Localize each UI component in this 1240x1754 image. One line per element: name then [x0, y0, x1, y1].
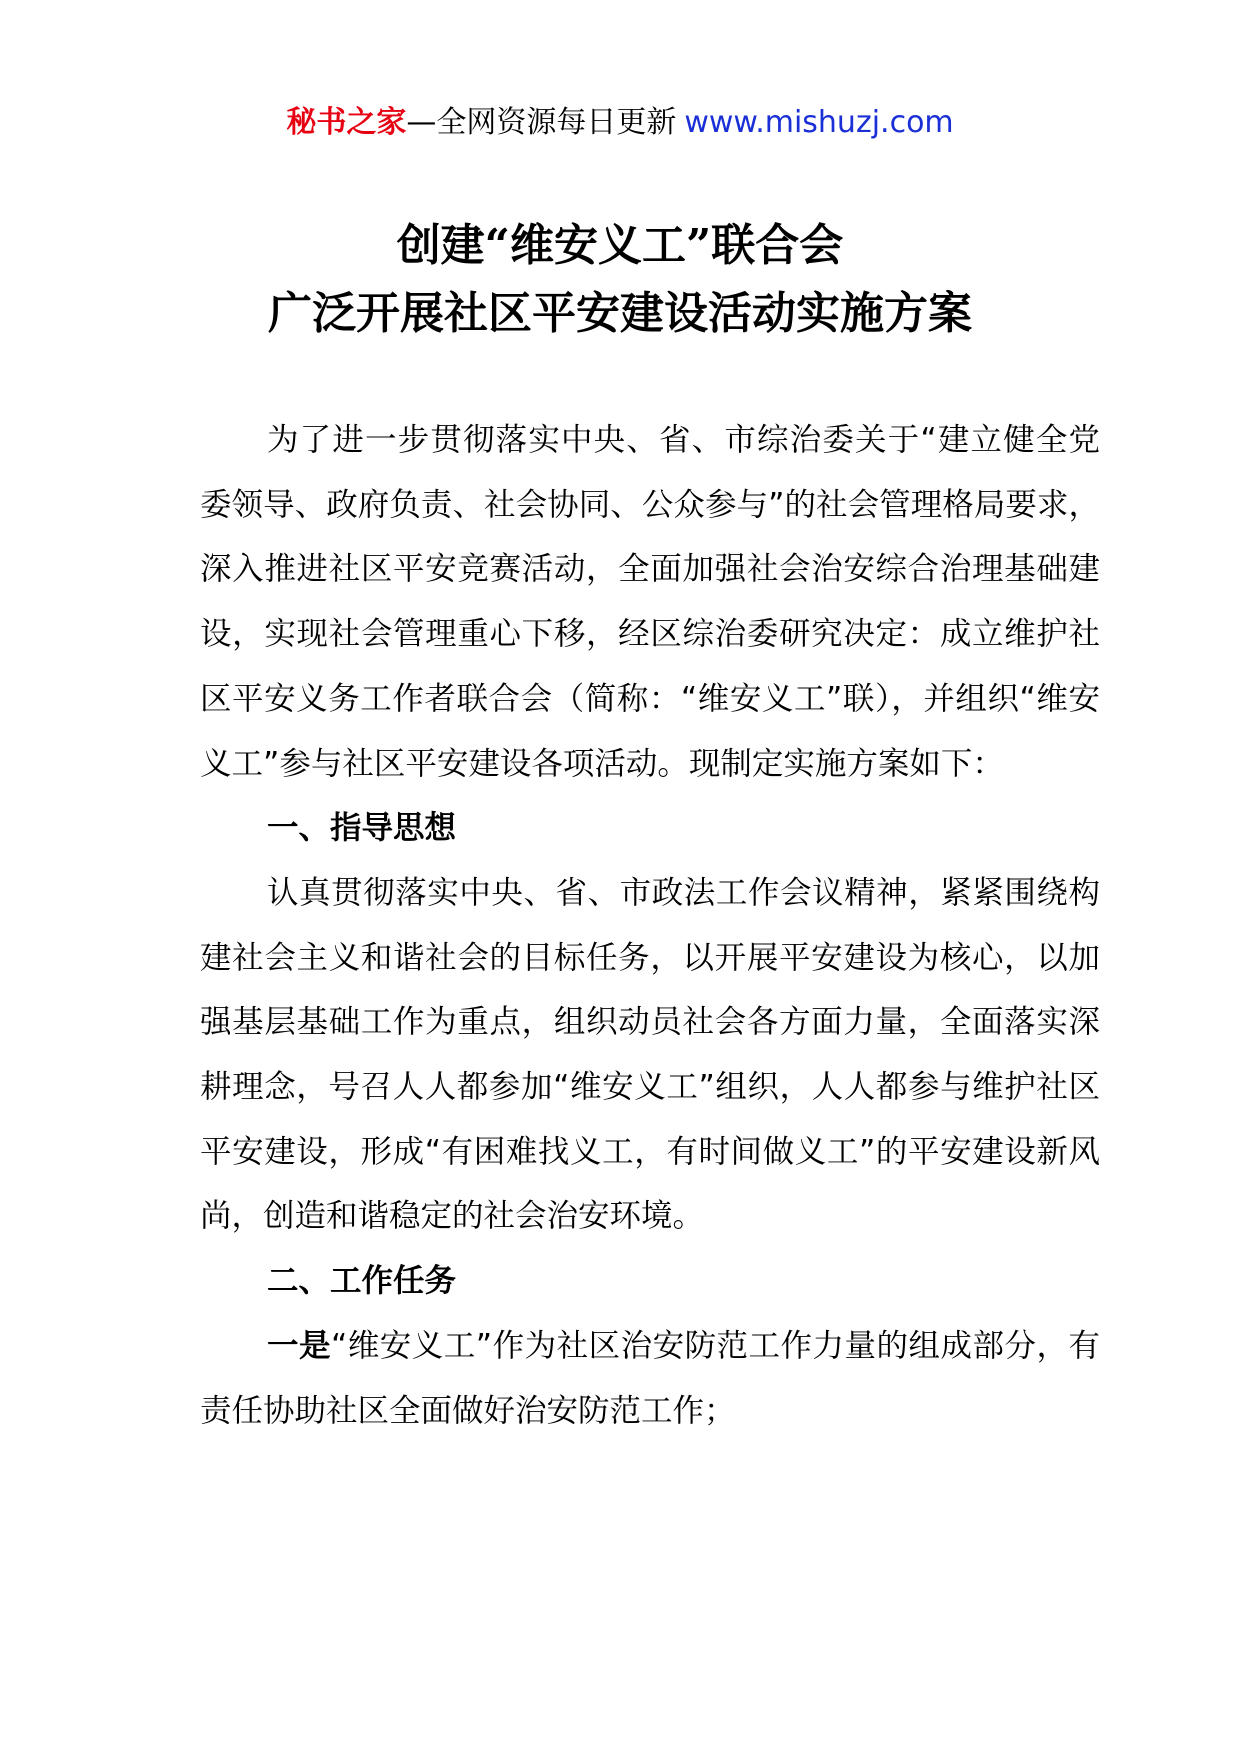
task-1-lead: 一是	[267, 1327, 331, 1364]
document-body	[200, 408, 1100, 1443]
site-header	[0, 103, 1240, 143]
intro-paragraph: 为了进一步贯彻落实中央、省、市综治委关于“建立健全党委领导、政府负责、社会协同、公众参与”的社会管理格局要求，深入推进社区平安竞赛活动，全面加强社会治安综合治理基础建设，实现社会管理重心下移，经区综治委研究决定：成立维护社区平安义务工作者联合会（简称：“维安义工”联），并组织“维安义工”参与社区平安建设各项活动。现制定实施方案如下：	[200, 422, 1100, 782]
section-heading-guiding-ideology: 一、指导思想	[267, 810, 457, 847]
site-tagline: —全网资源每日更新	[406, 105, 677, 140]
document-title-line-2: 广泛开展社区平安建设活动实施方案	[268, 288, 972, 339]
site-brand: 秘书之家	[286, 105, 407, 140]
guiding-ideology-paragraph: 认真贯彻落实中央、省、市政法工作会议精神，紧紧围绕构建社会主义和谐社会的目标任务，以开展平安建设为核心，以加强基层基础工作为重点，组织动员社会各方面力量，全面落实深耕理念，号召人人都参加“维安义工”组织，人人都参与维护社区平安建设，形成“有困难找义工，有时间做义工”的平安建设新风尚，创造和谐稳定的社会治安环境。	[200, 874, 1100, 1235]
task-1-text: “维安义工”作为社区治安防范工作力量的组成部分，有责任协助社区全面做好治安防范工作；	[200, 1327, 1100, 1429]
task-1-paragraph	[200, 1314, 1100, 1443]
section-heading-work-tasks: 二、工作任务	[267, 1263, 457, 1300]
site-url-link[interactable]: www.mishuzj.com	[684, 105, 954, 140]
document-title-line-1: 创建“维安义工”联合会	[396, 220, 844, 271]
